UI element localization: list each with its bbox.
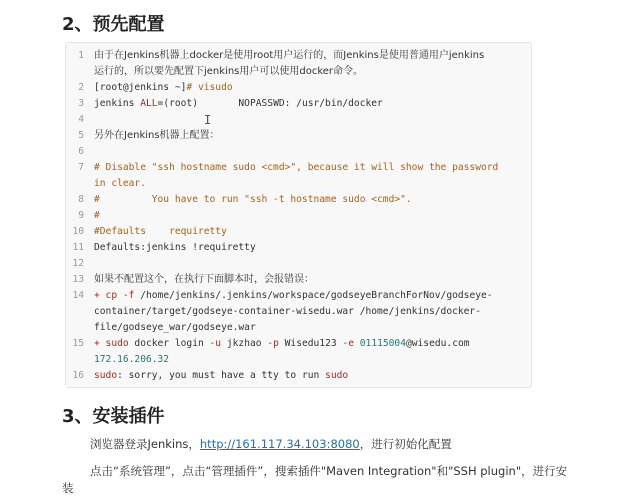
code-text: 另外在Jenkins机器上配置： <box>94 130 220 141</box>
line-number: 12 <box>72 258 84 269</box>
line-number: 8 <box>78 194 84 205</box>
prompt-text: [root@jenkins ~] <box>94 82 187 93</box>
code-text: 由于在Jenkins机器上docker是使用root用户运行的，而Jenkins是使用普通用户jenkins <box>94 50 485 61</box>
plugin-install-paragraph-cont: 装 <box>62 481 74 495</box>
code-comment: # <box>94 210 100 221</box>
code-text: 172.16.206.32 <box>94 354 170 365</box>
line-number: 3 <box>78 98 84 109</box>
code-comment: in clear. <box>94 178 146 189</box>
line-number: 6 <box>78 146 84 157</box>
code-comment: # Disable "ssh hostname sudo <cmd>", because it will show the password <box>94 162 499 173</box>
code-text: sudo: sorry, you must have a tty to run sudo <box>94 370 349 381</box>
code-text: container/target/godseye-container-wisedu.war /home/jenkins/docker- <box>94 306 481 317</box>
code-text: file/godseye_war/godseye.war <box>94 322 256 333</box>
text-cursor-icon: I <box>204 113 212 127</box>
browser-login-paragraph <box>90 436 452 452</box>
browser-login-prefix: 浏览器登录Jenkins， <box>90 437 200 451</box>
line-number: 14 <box>72 290 84 301</box>
line-number: 1 <box>78 50 84 61</box>
code-text: 如果不配置这个，在执行下面脚本时，会报错误： <box>94 274 314 285</box>
plugin-install-paragraph: 点击“系统管理”，点击“管理插件”，搜索插件"Maven Integration"和"SSH plugin"，进行安 <box>90 464 568 478</box>
line-number: 4 <box>78 114 84 125</box>
section-heading-preconfig: 2、预先配置 <box>62 14 165 35</box>
line-number: 9 <box>78 210 84 221</box>
line-number: 2 <box>78 82 84 93</box>
code-text <box>94 80 523 96</box>
prompt-command: # visudo <box>186 82 233 93</box>
browser-login-suffix: ，进行初始化配置 <box>359 437 452 451</box>
line-number: 10 <box>72 226 84 237</box>
line-number: 15 <box>72 338 84 349</box>
code-text: + sudo docker login -u jkzhao -p Wisedu123 -e 01115004@wisedu.com <box>94 338 470 349</box>
code-comment: #Defaults requiretty <box>94 226 227 237</box>
code-text: Defaults:jenkins !requiretty <box>94 242 256 253</box>
line-number: 7 <box>78 162 84 173</box>
code-text: 运行的，所以要先配置下jenkins用户可以使用docker命令。 <box>94 66 364 77</box>
code-comment: # You have to run "ssh -t hostname sudo <cmd>". <box>94 194 412 205</box>
line-number: 5 <box>78 130 84 141</box>
line-number: 13 <box>72 274 84 285</box>
section-heading-install: 3、安装插件 <box>62 406 165 427</box>
line-number: 16 <box>72 370 84 381</box>
code-text: jenkins ALL=(root) NOPASSWD: /usr/bin/docker <box>94 98 383 109</box>
code-text: + cp -f /home/jenkins/.jenkins/workspace/godseyeBranchForNov/godseye- <box>94 290 493 301</box>
jenkins-url-link[interactable]: http://161.117.34.103:8080 <box>199 437 360 451</box>
line-number: 11 <box>72 242 84 253</box>
code-block <box>65 42 532 388</box>
